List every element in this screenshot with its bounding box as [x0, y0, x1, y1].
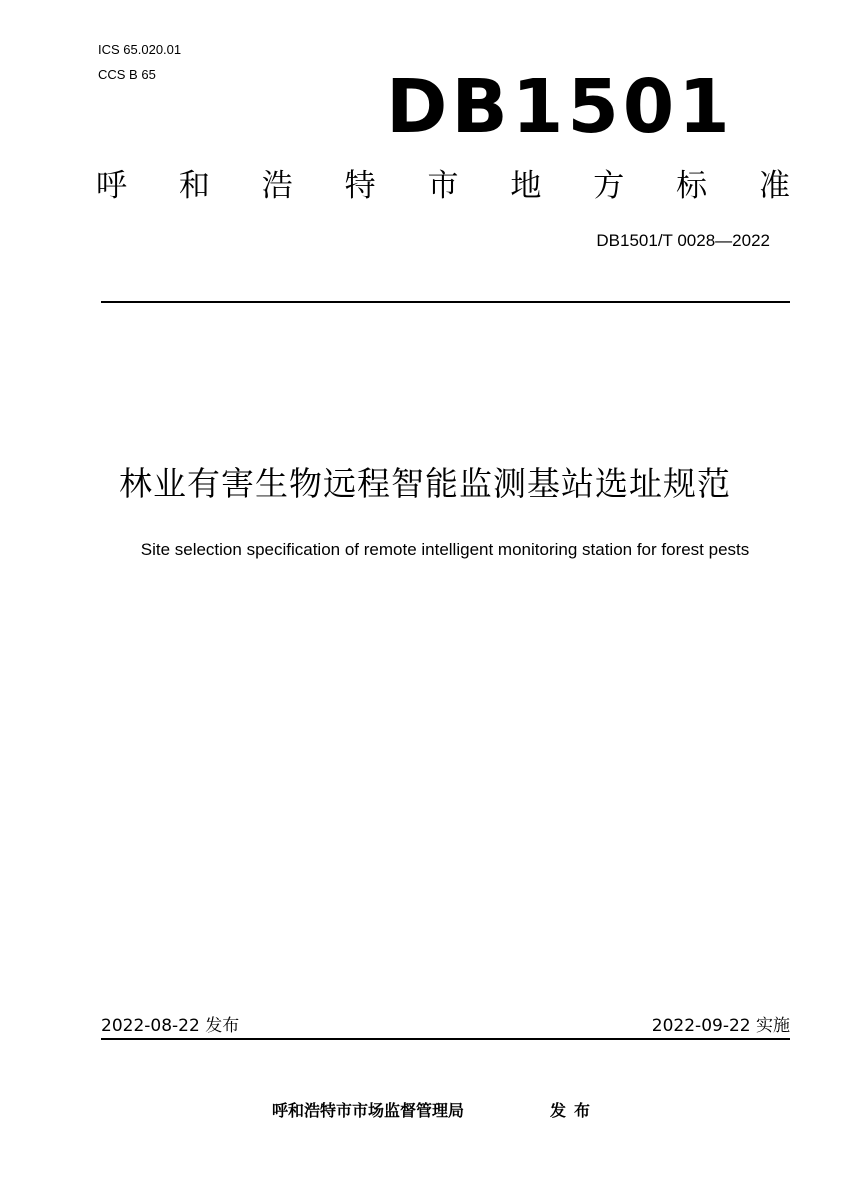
publish-date: 2022-08-22 发布: [101, 1016, 240, 1036]
top-divider: [101, 301, 790, 303]
standard-type: [96, 166, 790, 206]
issuing-authority: 呼和浩特市市场监督管理局: [272, 1101, 465, 1120]
standard-type-char: 和: [178, 168, 210, 204]
ics-code: ICS 65.020.01: [98, 42, 182, 57]
standard-type-char: 特: [344, 168, 376, 204]
standard-type-char: 标: [676, 168, 708, 204]
standard-type-char: 浩: [261, 168, 293, 204]
issue-label: 发布: [550, 1101, 599, 1120]
document-title-chinese: 林业有害生物远程智能监测基站选址规范: [119, 464, 731, 503]
standard-type-char: 市: [427, 168, 459, 204]
standard-type-char: 地: [510, 168, 542, 204]
implementation-date: 2022-09-22 实施: [651, 1016, 790, 1036]
standard-type-char: 方: [593, 168, 625, 204]
standard-type-char: 呼: [96, 168, 127, 204]
document-title-english: Site selection specification of remote intelligent monitoring station for forest pests: [140, 540, 750, 559]
ccs-code: CCS B 65: [98, 67, 156, 82]
standard-code-logo: DB1501: [386, 64, 734, 150]
standard-number: DB1501/T 0028—2022: [596, 231, 770, 250]
bottom-divider: [101, 1038, 790, 1040]
standard-type-char: 准: [759, 168, 790, 204]
